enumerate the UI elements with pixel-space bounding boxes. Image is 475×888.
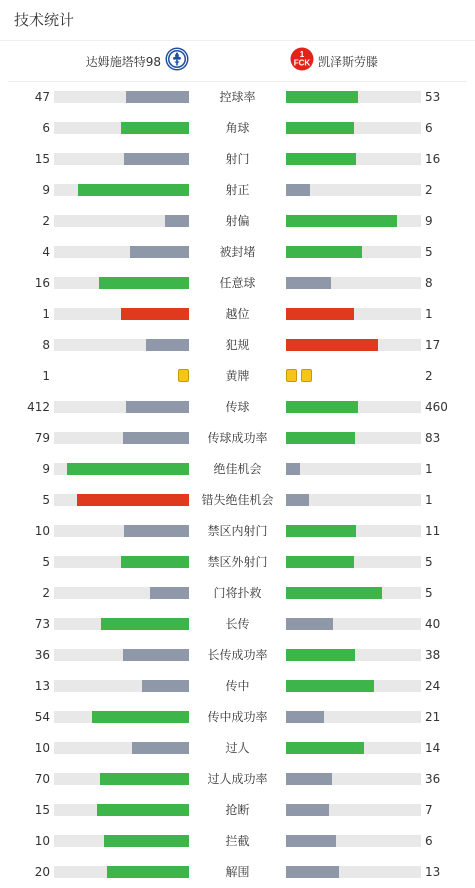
away-value: 5 — [425, 586, 433, 600]
home-value: 15 — [34, 152, 50, 166]
stat-row[interactable] — [0, 175, 475, 206]
home-stat-bar-fill — [92, 711, 189, 723]
stat-row[interactable] — [0, 392, 475, 423]
home-value: 9 — [42, 462, 50, 476]
home-stat-bar — [54, 91, 189, 103]
away-value: 40 — [425, 617, 441, 631]
stat-label: 射偏 — [225, 214, 250, 228]
away-stat-bar — [286, 308, 421, 320]
home-stat-bar-fill — [77, 494, 189, 506]
stat-row[interactable] — [0, 144, 475, 175]
home-stat-bar — [54, 742, 189, 754]
home-stat-bar — [54, 246, 189, 258]
away-stat-bar-fill — [286, 866, 339, 878]
away-stat-bar — [286, 494, 421, 506]
home-value: 10 — [34, 741, 50, 755]
home-team-name: 达姆施塔特98 — [85, 54, 161, 69]
home-value: 5 — [42, 555, 50, 569]
away-value: 9 — [425, 214, 433, 228]
away-stat-bar-fill — [286, 835, 336, 847]
home-stat-bar — [54, 122, 189, 134]
home-value: 20 — [34, 865, 50, 879]
stat-label: 传球成功率 — [207, 431, 268, 445]
away-stat-bar-fill — [286, 277, 331, 289]
stat-label: 长传成功率 — [207, 648, 268, 662]
home-stat-bar — [54, 308, 189, 320]
stat-row[interactable] — [0, 299, 475, 330]
home-stat-bar — [54, 525, 189, 537]
home-value: 70 — [34, 772, 50, 786]
away-stat-bar — [286, 649, 421, 661]
away-stat-bar-fill — [286, 680, 374, 692]
away-value: 8 — [425, 276, 433, 290]
away-value: 5 — [425, 245, 433, 259]
stat-row[interactable] — [0, 826, 475, 857]
away-stat-bar — [286, 804, 421, 816]
home-stat-bar — [54, 463, 189, 475]
stat-row[interactable] — [0, 795, 475, 826]
home-value: 47 — [34, 90, 50, 104]
home-team[interactable] — [86, 50, 189, 72]
darmstadt-crest-icon — [165, 47, 189, 75]
away-stat-bar-fill — [286, 122, 354, 134]
stat-label: 传中 — [225, 679, 250, 693]
away-value: 17 — [425, 338, 441, 352]
stat-label: 解围 — [225, 865, 250, 879]
away-stat-bar — [286, 711, 421, 723]
home-stat-bar — [54, 866, 189, 878]
home-stat-bar-fill — [101, 618, 189, 630]
stat-row[interactable] — [0, 857, 475, 888]
away-stat-bar-fill — [286, 432, 355, 444]
stat-label: 禁区内射门 — [207, 524, 268, 538]
away-stat-bar — [286, 401, 421, 413]
home-value: 8 — [42, 338, 50, 352]
home-stat-bar-fill — [97, 804, 189, 816]
home-stat-bar-fill — [150, 587, 189, 599]
yellow-card-icon — [178, 369, 189, 382]
home-stat-bar-fill — [130, 246, 189, 258]
home-value: 9 — [42, 183, 50, 197]
home-stat-bar-fill — [67, 463, 189, 475]
stat-row[interactable] — [0, 733, 475, 764]
stat-label: 射正 — [225, 183, 250, 197]
away-value: 24 — [425, 679, 441, 693]
stat-label: 长传 — [225, 617, 250, 631]
stat-row[interactable] — [0, 516, 475, 547]
away-value: 36 — [425, 772, 441, 786]
home-value: 73 — [34, 617, 50, 631]
stat-label: 任意球 — [219, 276, 256, 290]
home-value: 4 — [42, 245, 50, 259]
away-stat-bar — [286, 680, 421, 692]
home-stat-bar-fill — [107, 866, 189, 878]
home-stat-bar — [54, 618, 189, 630]
stat-row[interactable] — [0, 82, 475, 113]
away-stat-bar-fill — [286, 773, 332, 785]
yellow-card-icon — [301, 369, 312, 382]
page-title: 技术统计 — [14, 11, 75, 29]
away-stat-bar — [286, 866, 421, 878]
away-stat-bar-fill — [286, 401, 358, 413]
away-stat-bar-fill — [286, 804, 329, 816]
home-value: 16 — [34, 276, 50, 290]
stat-row[interactable] — [0, 237, 475, 268]
away-stat-bar — [286, 339, 421, 351]
home-stat-bar-fill — [99, 277, 189, 289]
away-stat-bar — [286, 463, 421, 475]
away-value: 83 — [425, 431, 441, 445]
home-value: 1 — [42, 307, 50, 321]
home-stat-bar — [54, 587, 189, 599]
stat-label: 过人成功率 — [207, 772, 268, 786]
home-stat-bar-fill — [123, 432, 189, 444]
away-stat-bar-fill — [286, 184, 310, 196]
stat-label: 控球率 — [219, 90, 256, 104]
home-stat-bar — [54, 494, 189, 506]
stat-label: 绝佳机会 — [213, 462, 262, 476]
home-stat-bar-fill — [78, 184, 189, 196]
fck-crest-icon — [290, 47, 314, 75]
stat-label: 犯规 — [225, 338, 250, 352]
home-stat-bar-fill — [142, 680, 189, 692]
home-stat-bar — [54, 711, 189, 723]
away-stat-bar-fill — [286, 91, 358, 103]
stat-label: 错失绝佳机会 — [201, 493, 274, 507]
away-stat-bar — [286, 184, 421, 196]
away-stat-bar-fill — [286, 153, 356, 165]
away-value: 7 — [425, 803, 433, 817]
away-stat-bar-fill — [286, 556, 354, 568]
home-stat-bar — [54, 432, 189, 444]
away-value: 6 — [425, 121, 433, 135]
stat-label: 禁区外射门 — [207, 555, 268, 569]
team-header — [0, 41, 475, 81]
home-value: 5 — [42, 493, 50, 507]
stat-row[interactable] — [0, 764, 475, 795]
away-stat-bar-fill — [286, 463, 300, 475]
stat-row[interactable] — [0, 361, 475, 392]
home-value: 1 — [42, 369, 50, 383]
stat-label: 传球 — [225, 400, 250, 414]
stat-row[interactable] — [0, 547, 475, 578]
away-stat-bar — [286, 835, 421, 847]
away-stat-bar — [286, 525, 421, 537]
away-value: 1 — [425, 493, 433, 507]
away-stat-bar-fill — [286, 618, 333, 630]
away-stat-bar-fill — [286, 742, 364, 754]
stat-row[interactable] — [0, 640, 475, 671]
home-stat-bar — [54, 184, 189, 196]
home-stat-bar-fill — [126, 91, 189, 103]
home-stat-bar-fill — [132, 742, 189, 754]
svg-text:1: 1 — [299, 50, 305, 59]
away-stat-bar — [286, 277, 421, 289]
away-value: 11 — [425, 524, 441, 538]
stat-row[interactable] — [0, 454, 475, 485]
home-value: 2 — [42, 586, 50, 600]
home-stat-bar-fill — [121, 122, 189, 134]
stat-label: 越位 — [225, 307, 250, 321]
home-value: 15 — [34, 803, 50, 817]
home-value: 79 — [34, 431, 50, 445]
home-stat-bar-fill — [104, 835, 189, 847]
home-stat-bar — [54, 401, 189, 413]
away-stat-bar — [286, 246, 421, 258]
away-value: 5 — [425, 555, 433, 569]
stat-row[interactable] — [0, 578, 475, 609]
away-stat-bar — [286, 742, 421, 754]
home-stat-bar — [54, 215, 189, 227]
home-value: 2 — [42, 214, 50, 228]
away-team[interactable] — [290, 50, 378, 72]
stat-label: 黄牌 — [225, 369, 250, 383]
stat-label: 拦截 — [225, 834, 250, 848]
away-stat-bar-fill — [286, 649, 355, 661]
stat-label: 过人 — [225, 741, 250, 755]
stat-row[interactable] — [0, 702, 475, 733]
home-value: 6 — [42, 121, 50, 135]
away-value: 1 — [425, 307, 433, 321]
svg-text:FCK: FCK — [293, 58, 311, 68]
stat-label: 角球 — [225, 121, 250, 135]
away-value: 2 — [425, 183, 433, 197]
home-stat-bar — [54, 804, 189, 816]
home-stat-bar — [54, 773, 189, 785]
home-stat-bar-fill — [100, 773, 189, 785]
away-team-name: 凯泽斯劳滕 — [318, 54, 379, 69]
away-stat-bar — [286, 215, 421, 227]
away-stat-bar-fill — [286, 339, 378, 351]
stat-row[interactable] — [0, 206, 475, 237]
away-stat-bar-fill — [286, 494, 309, 506]
home-stat-bar-fill — [124, 153, 189, 165]
home-stat-bar — [54, 680, 189, 692]
away-stat-bar — [286, 587, 421, 599]
stat-label: 抢断 — [225, 803, 250, 817]
away-stat-bar-fill — [286, 587, 382, 599]
away-stat-bar-fill — [286, 215, 397, 227]
stat-row[interactable] — [0, 671, 475, 702]
home-value: 412 — [27, 400, 50, 414]
home-stat-bar — [54, 277, 189, 289]
away-value: 13 — [425, 865, 441, 879]
away-stat-bar-fill — [286, 246, 362, 258]
away-value: 2 — [425, 369, 433, 383]
stat-row[interactable] — [0, 330, 475, 361]
stat-label: 被封堵 — [219, 245, 256, 259]
home-stat-bar — [54, 339, 189, 351]
away-stat-bar-fill — [286, 711, 324, 723]
home-stat-bar — [54, 835, 189, 847]
home-stat-bar-fill — [121, 308, 189, 320]
home-stat-bar — [54, 556, 189, 568]
home-stat-bar-fill — [123, 649, 189, 661]
home-stat-bar-fill — [124, 525, 189, 537]
home-value: 10 — [34, 834, 50, 848]
home-stat-bar-fill — [165, 215, 189, 227]
away-value: 53 — [425, 90, 441, 104]
home-stat-bar-fill — [126, 401, 189, 413]
away-value: 1 — [425, 462, 433, 476]
away-stat-bar — [286, 122, 421, 134]
away-value: 38 — [425, 648, 441, 662]
away-value: 6 — [425, 834, 433, 848]
stat-row[interactable] — [0, 609, 475, 640]
away-stat-bar — [286, 91, 421, 103]
away-value: 14 — [425, 741, 441, 755]
stat-label: 传中成功率 — [207, 710, 268, 724]
home-stat-bar — [54, 649, 189, 661]
stat-row[interactable] — [0, 113, 475, 144]
stat-label: 射门 — [225, 152, 250, 166]
stat-row[interactable] — [0, 485, 475, 516]
away-stat-bar-fill — [286, 525, 356, 537]
away-stat-bar — [286, 153, 421, 165]
home-value: 13 — [34, 679, 50, 693]
stat-label: 门将扑救 — [213, 586, 262, 600]
away-stat-bar — [286, 432, 421, 444]
home-stat-bar-fill — [121, 556, 189, 568]
home-value: 54 — [34, 710, 50, 724]
stat-row[interactable] — [0, 423, 475, 454]
home-stat-bar — [54, 153, 189, 165]
away-stat-bar — [286, 556, 421, 568]
away-value: 460 — [425, 400, 448, 414]
away-stat-bar-fill — [286, 308, 354, 320]
away-stat-bar — [286, 618, 421, 630]
yellow-card-icon — [286, 369, 297, 382]
away-value: 16 — [425, 152, 441, 166]
home-value: 36 — [34, 648, 50, 662]
away-value: 21 — [425, 710, 441, 724]
home-value: 10 — [34, 524, 50, 538]
stat-row[interactable] — [0, 268, 475, 299]
away-stat-bar — [286, 773, 421, 785]
home-stat-bar-fill — [146, 339, 189, 351]
